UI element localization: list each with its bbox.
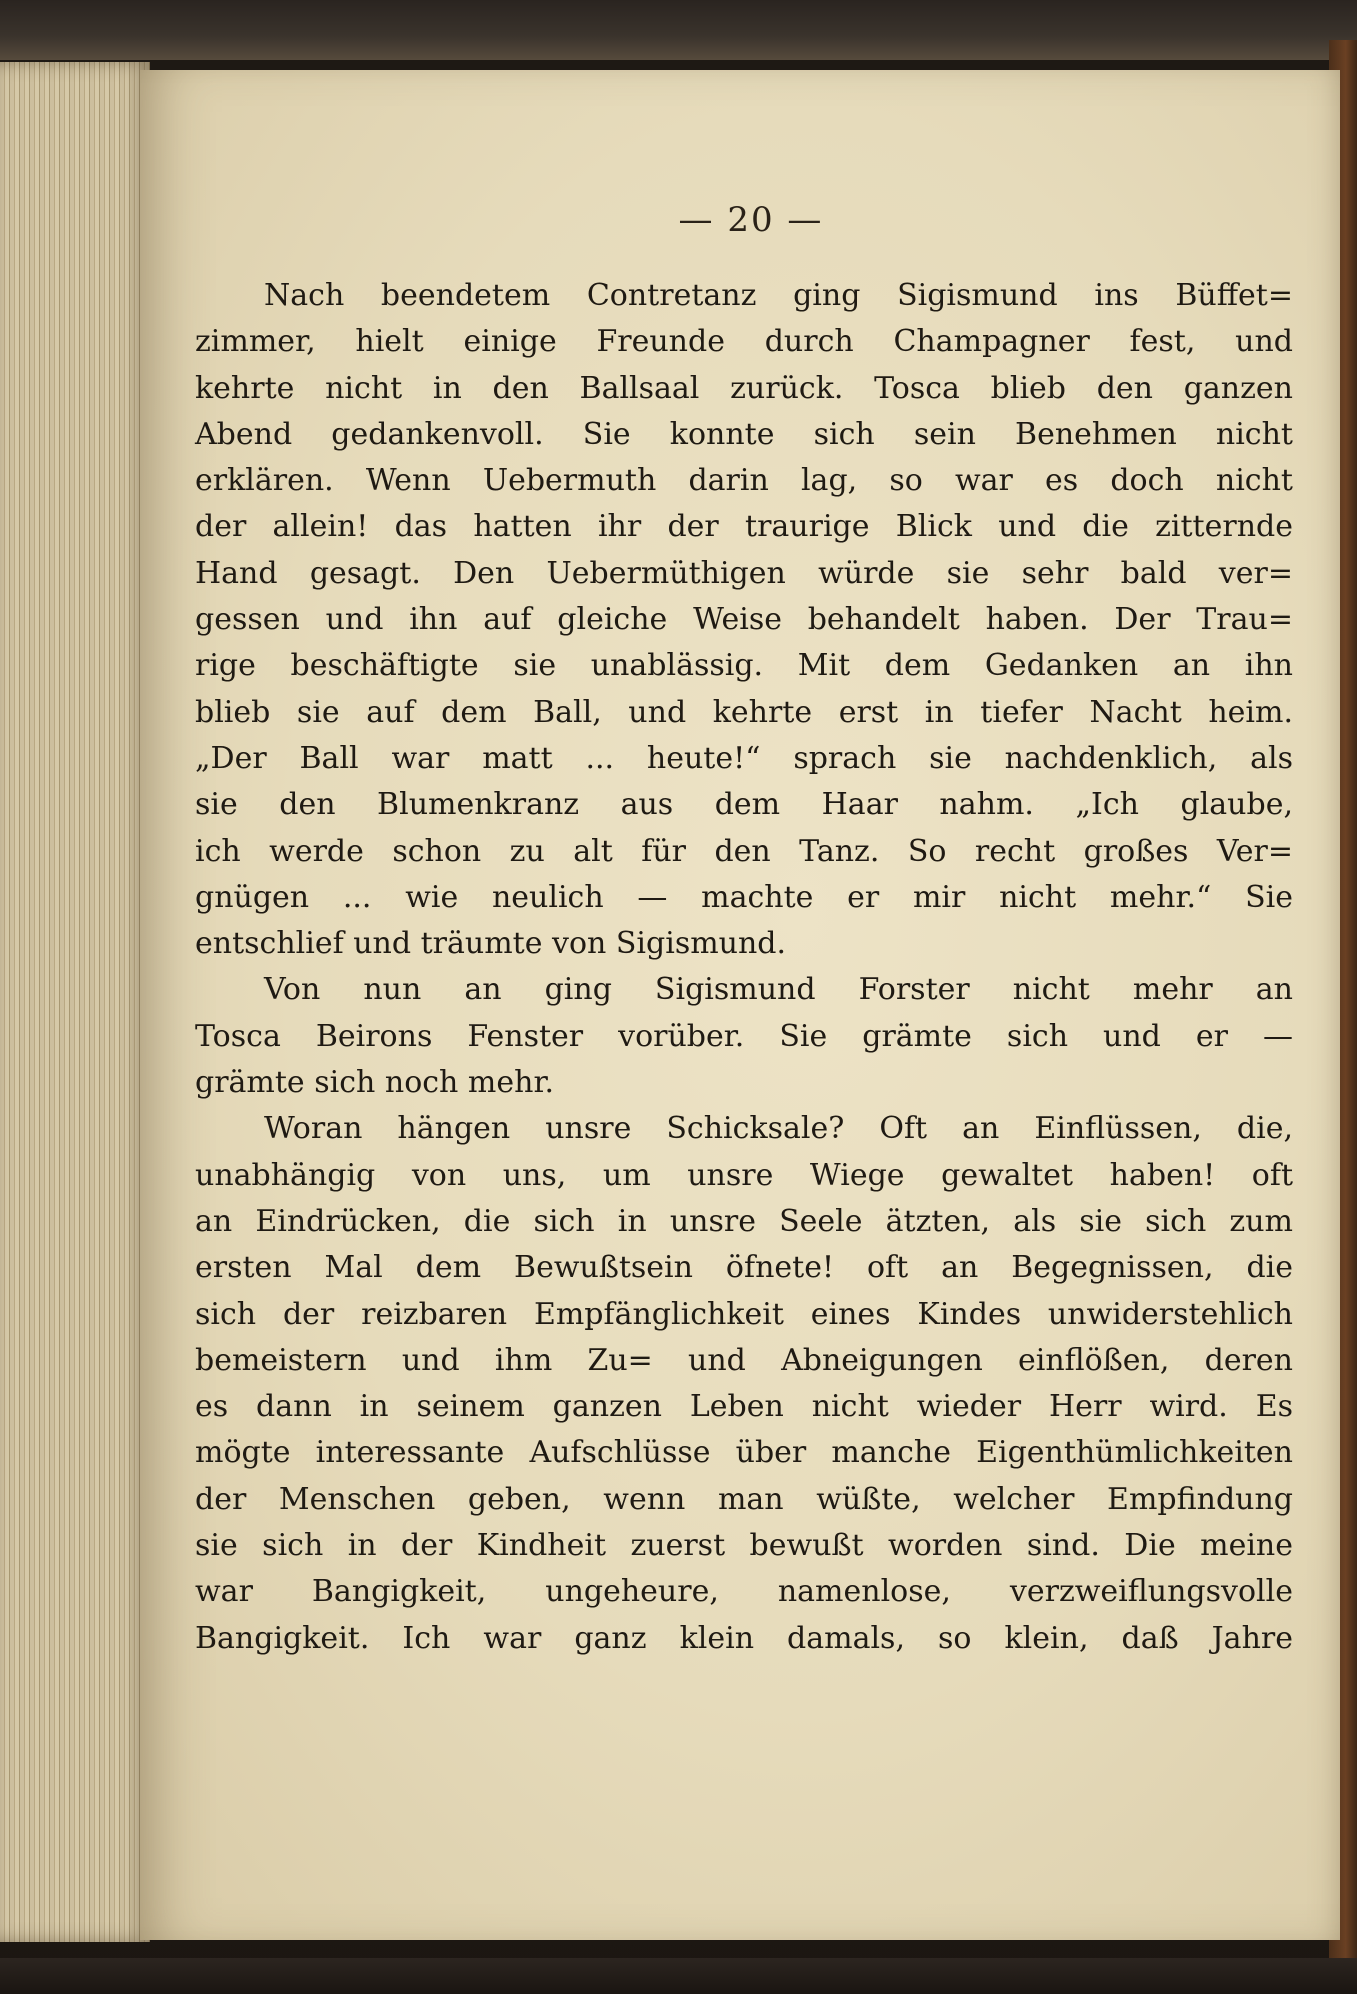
text-line: kehrte nicht in den Ballsaal zurück. Tosca blieb den ganzen <box>195 370 1293 406</box>
text-line: Woran hängen unsre Schicksale? Oft an Einflüssen, die, <box>264 1111 1293 1147</box>
text-line: gessen und ihn auf gleiche Weise behandelt haben. Der Trau= <box>195 602 1293 638</box>
bottom-board <box>0 1958 1357 1994</box>
text-line: Nach beendetem Contretanz ging Sigismund ins Büffet= <box>264 278 1293 313</box>
text-line: zimmer, hielt einige Freunde durch Champagner fest, und <box>195 324 1293 360</box>
text-line: war Bangigkeit, ungeheure, namenlose, verzweiflungsvolle <box>195 1574 1293 1610</box>
text-line: Abend gedankenvoll. Sie konnte sich sein Benehmen nicht <box>195 416 1293 452</box>
text-line: mögte interessante Aufschlüsse über manche Eigenthümlichkeiten <box>195 1435 1293 1471</box>
text-line: sie sich in der Kindheit zuerst bewußt worden sind. Die meine <box>195 1528 1293 1564</box>
text-line: Von nun an ging Sigismund Forster nicht mehr an <box>264 972 1293 1008</box>
text-line: „Der Ball war matt ... heute!“ sprach sie nachdenklich, als <box>195 740 1293 776</box>
text-line: der allein! das hatten ihr der traurige Blick und die zitternde <box>195 509 1293 545</box>
text-line: der Menschen geben, wenn man wüßte, welcher Empfindung <box>195 1481 1293 1517</box>
text-line: ersten Mal dem Bewußtsein öfnete! oft an Begegnissen, die <box>195 1250 1293 1286</box>
text-line: an Eindrücken, die sich in unsre Seele ätzten, als sie sich zum <box>195 1203 1293 1239</box>
text-line: bemeistern und ihm Zu= und Abneigungen einflößen, deren <box>195 1342 1293 1378</box>
text-line: Hand gesagt. Den Uebermüthigen würde sie sehr bald ver= <box>195 555 1293 591</box>
text-line: rige beschäftigte sie unablässig. Mit dem Gedanken an ihn <box>195 648 1293 684</box>
page-stack-edges <box>0 62 150 1942</box>
text-line: erklären. Wenn Uebermuth darin lag, so war es doch nicht <box>195 463 1293 499</box>
text-line: ich werde schon zu alt für den Tanz. So recht großes Ver= <box>195 833 1293 869</box>
text-line: gnügen ... wie neulich — machte er mir nicht mehr.“ Sie <box>195 879 1293 915</box>
body-text <box>195 273 1293 1662</box>
top-board <box>0 0 1357 60</box>
text-line: grämte sich noch mehr. <box>195 1065 555 1101</box>
text-line: es dann in seinem ganzen Leben nicht wieder Herr wird. Es <box>195 1389 1293 1425</box>
text-line: Tosca Beirons Fenster vorüber. Sie grämte sich und er — <box>195 1018 1293 1054</box>
text-line: Bangigkeit. Ich war ganz klein damals, so klein, daß Jahre <box>195 1620 1293 1656</box>
text-line: sie den Blumenkranz aus dem Haar nahm. „Ich glaube, <box>195 787 1293 823</box>
text-line: unabhängig von uns, um unsre Wiege gewaltet haben! oft <box>195 1157 1293 1193</box>
text-line: sich der reizbaren Empfänglichkeit eines Kindes unwiderstehlich <box>195 1296 1293 1332</box>
text-line: blieb sie auf dem Ball, und kehrte erst in tiefer Nacht heim. <box>195 694 1293 730</box>
page-number: — 20 — <box>678 200 824 240</box>
text-line: entschlief und träumte von Sigismund. <box>195 926 787 962</box>
